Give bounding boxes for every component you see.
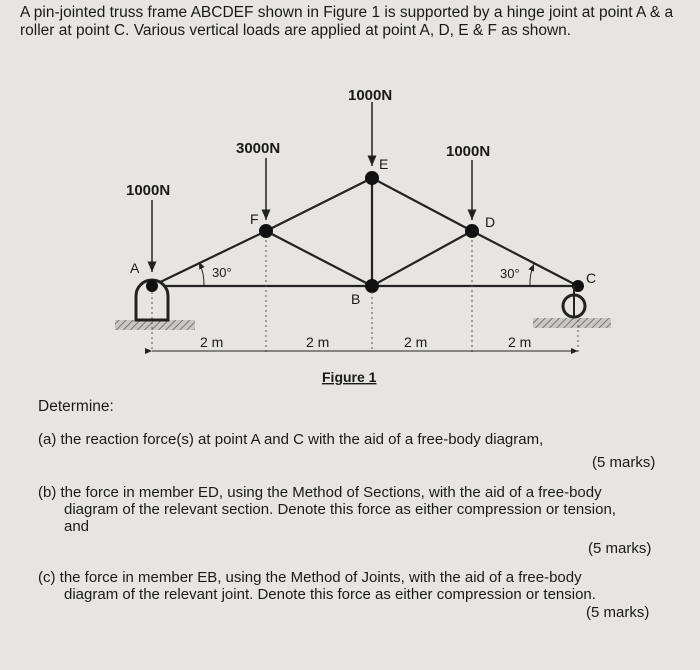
node-label-D: D xyxy=(485,214,496,230)
span-label-3: 2 m xyxy=(404,334,428,350)
member-DB xyxy=(372,231,472,286)
ground-right xyxy=(533,318,611,328)
member-DC xyxy=(472,231,578,286)
figure-caption: Figure 1 xyxy=(322,369,377,385)
question-c-marks: (5 marks) xyxy=(586,604,650,621)
member-ED xyxy=(372,178,472,231)
angle-arc-C xyxy=(530,264,534,286)
span-label-1: 2 m xyxy=(200,334,224,350)
joint-B xyxy=(365,279,379,293)
determine-heading: Determine: xyxy=(38,398,114,415)
node-label-F: F xyxy=(250,211,259,227)
question-b-line2: diagram of the relevant section. Denote this force as either compression or tension, xyxy=(64,501,616,518)
question-b-line3: and xyxy=(64,518,90,535)
member-FE xyxy=(266,178,372,231)
load-label-A: 1000N xyxy=(126,182,171,199)
member-AF xyxy=(152,231,266,286)
angle-label-left: 30° xyxy=(212,265,232,280)
span-label-2: 2 m xyxy=(306,334,330,350)
question-b-line1: (b) the force in member ED, using the Method of Sections, with the aid of a free-body xyxy=(38,484,602,501)
problem-intro: A pin-jointed truss frame ABCDEF shown in Figure 1 is supported by a hinge joint at point A & a roller at point C. Various vertical loads are applied at point A, D, E & F as shown. xyxy=(20,4,674,39)
question-a xyxy=(38,431,678,448)
question-c-line1: (c) the force in member EB, using the Method of Joints, with the aid of a free-body xyxy=(38,569,582,586)
question-c-line2: diagram of the relevant joint. Denote this force as either compression or tension. xyxy=(64,586,596,603)
truss-joints xyxy=(259,171,479,293)
joint-E xyxy=(365,171,379,185)
question-a-text: (a) the reaction force(s) at point A and C with the aid of a free-body diagram, xyxy=(38,431,544,448)
question-a-marks: (5 marks) xyxy=(592,454,656,471)
angle-arc-A xyxy=(199,262,204,286)
load-label-F: 3000N xyxy=(236,140,281,157)
load-label-E: 1000N xyxy=(348,87,393,104)
question-b xyxy=(38,484,658,535)
question-b-marks: (5 marks) xyxy=(588,540,652,557)
node-label-E: E xyxy=(379,156,389,172)
node-label-C: C xyxy=(586,270,597,286)
span-label-4: 2 m xyxy=(508,334,532,350)
node-label-B: B xyxy=(351,291,361,307)
load-arrows xyxy=(152,102,472,272)
angle-label-right: 30° xyxy=(500,266,520,281)
load-label-D: 1000N xyxy=(446,143,491,160)
question-c xyxy=(38,569,658,603)
node-label-A: A xyxy=(130,260,140,276)
joint-D xyxy=(465,224,479,238)
joint-F xyxy=(259,224,273,238)
member-FB xyxy=(266,231,372,286)
